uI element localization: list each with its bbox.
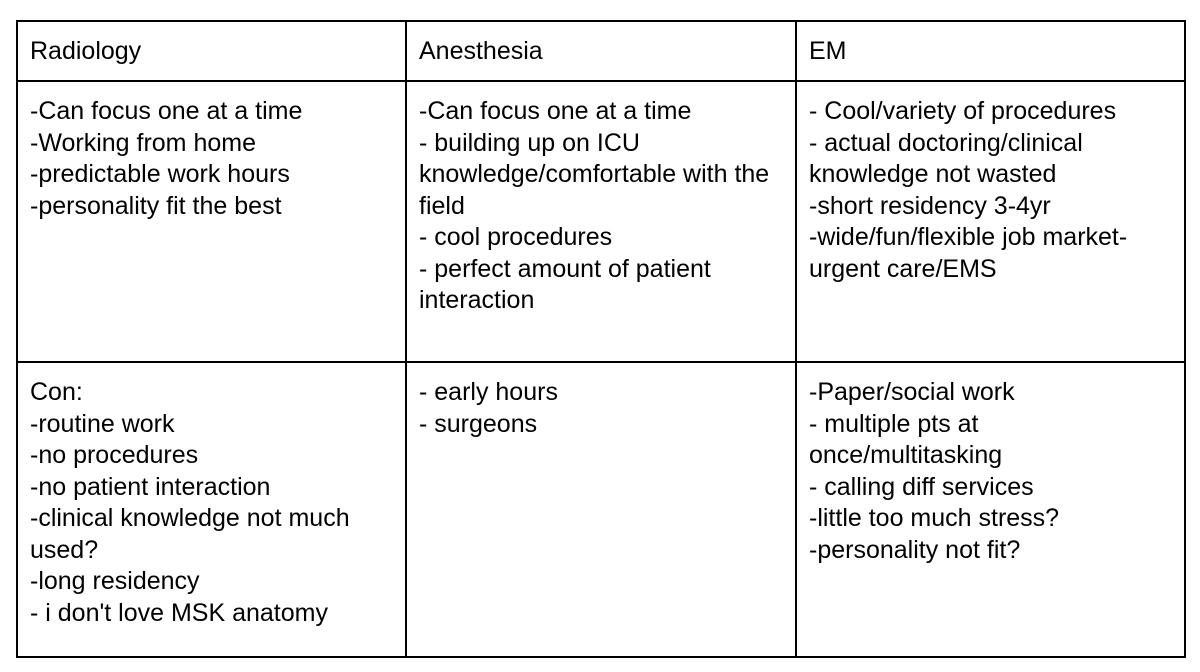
pros-radiology-item: -predictable work hours [30,160,290,188]
cons-em-item: -personality not fit? [809,535,1021,564]
header-row [17,21,1185,81]
pros-em-item: - Cool/variety of procedures [809,97,1117,125]
cons-em-item: -little too much stress? [809,504,1060,532]
pros-anesthesia-item: - building up on ICU knowledge/comfortable with the field [419,128,770,220]
pros-anesthesia-item: - cool procedures [419,223,613,251]
cons-em-cell[interactable] [796,362,1185,657]
header-anesthesia[interactable]: Anesthesia [406,21,796,81]
cons-em-item: - multiple pts at once/multitasking [809,409,1003,469]
cons-radiology-item: -no procedures [30,441,199,469]
cons-row [17,362,1185,657]
pros-anesthesia-cell[interactable] [406,81,796,362]
cons-em-item: - calling diff services [809,472,1034,501]
pros-anesthesia-item: -Can focus one at a time [419,97,692,125]
cons-anesthesia-item: - early hours [419,378,558,406]
pros-radiology-cell[interactable] [17,81,406,362]
pros-anesthesia-item: - perfect amount of patient interaction [419,254,711,314]
cons-radiology-item: -long residency [30,567,200,595]
cons-radiology-item: -routine work [30,409,175,438]
pros-radiology-item: -Can focus one at a time [30,97,303,125]
cons-radiology-item: Con: [30,378,83,406]
cons-radiology-item: -no patient interaction [30,472,271,501]
pros-em-cell[interactable] [796,81,1185,362]
header-radiology[interactable]: Radiology [17,21,406,81]
pros-radiology-item: -personality fit the best [30,191,282,220]
pros-em-item: - actual doctoring/clinical knowledge not wasted [809,128,1083,188]
cons-em-item: -Paper/social work [809,378,1015,406]
cons-radiology-item: - i don't love MSK anatomy [30,598,328,627]
pros-em-item: -wide/fun/flexible job market-urgent care/EMS [809,223,1128,283]
cons-radiology-cell[interactable] [17,362,406,657]
comparison-table [16,20,1186,658]
cons-anesthesia-item: - surgeons [419,409,538,438]
pros-row [17,81,1185,362]
header-em[interactable]: EM [796,21,1185,81]
pros-em-item: -short residency 3-4yr [809,191,1051,220]
pros-radiology-item: -Working from home [30,128,256,157]
cons-radiology-item: -clinical knowledge not much used? [30,504,350,564]
cons-anesthesia-cell[interactable] [406,362,796,657]
